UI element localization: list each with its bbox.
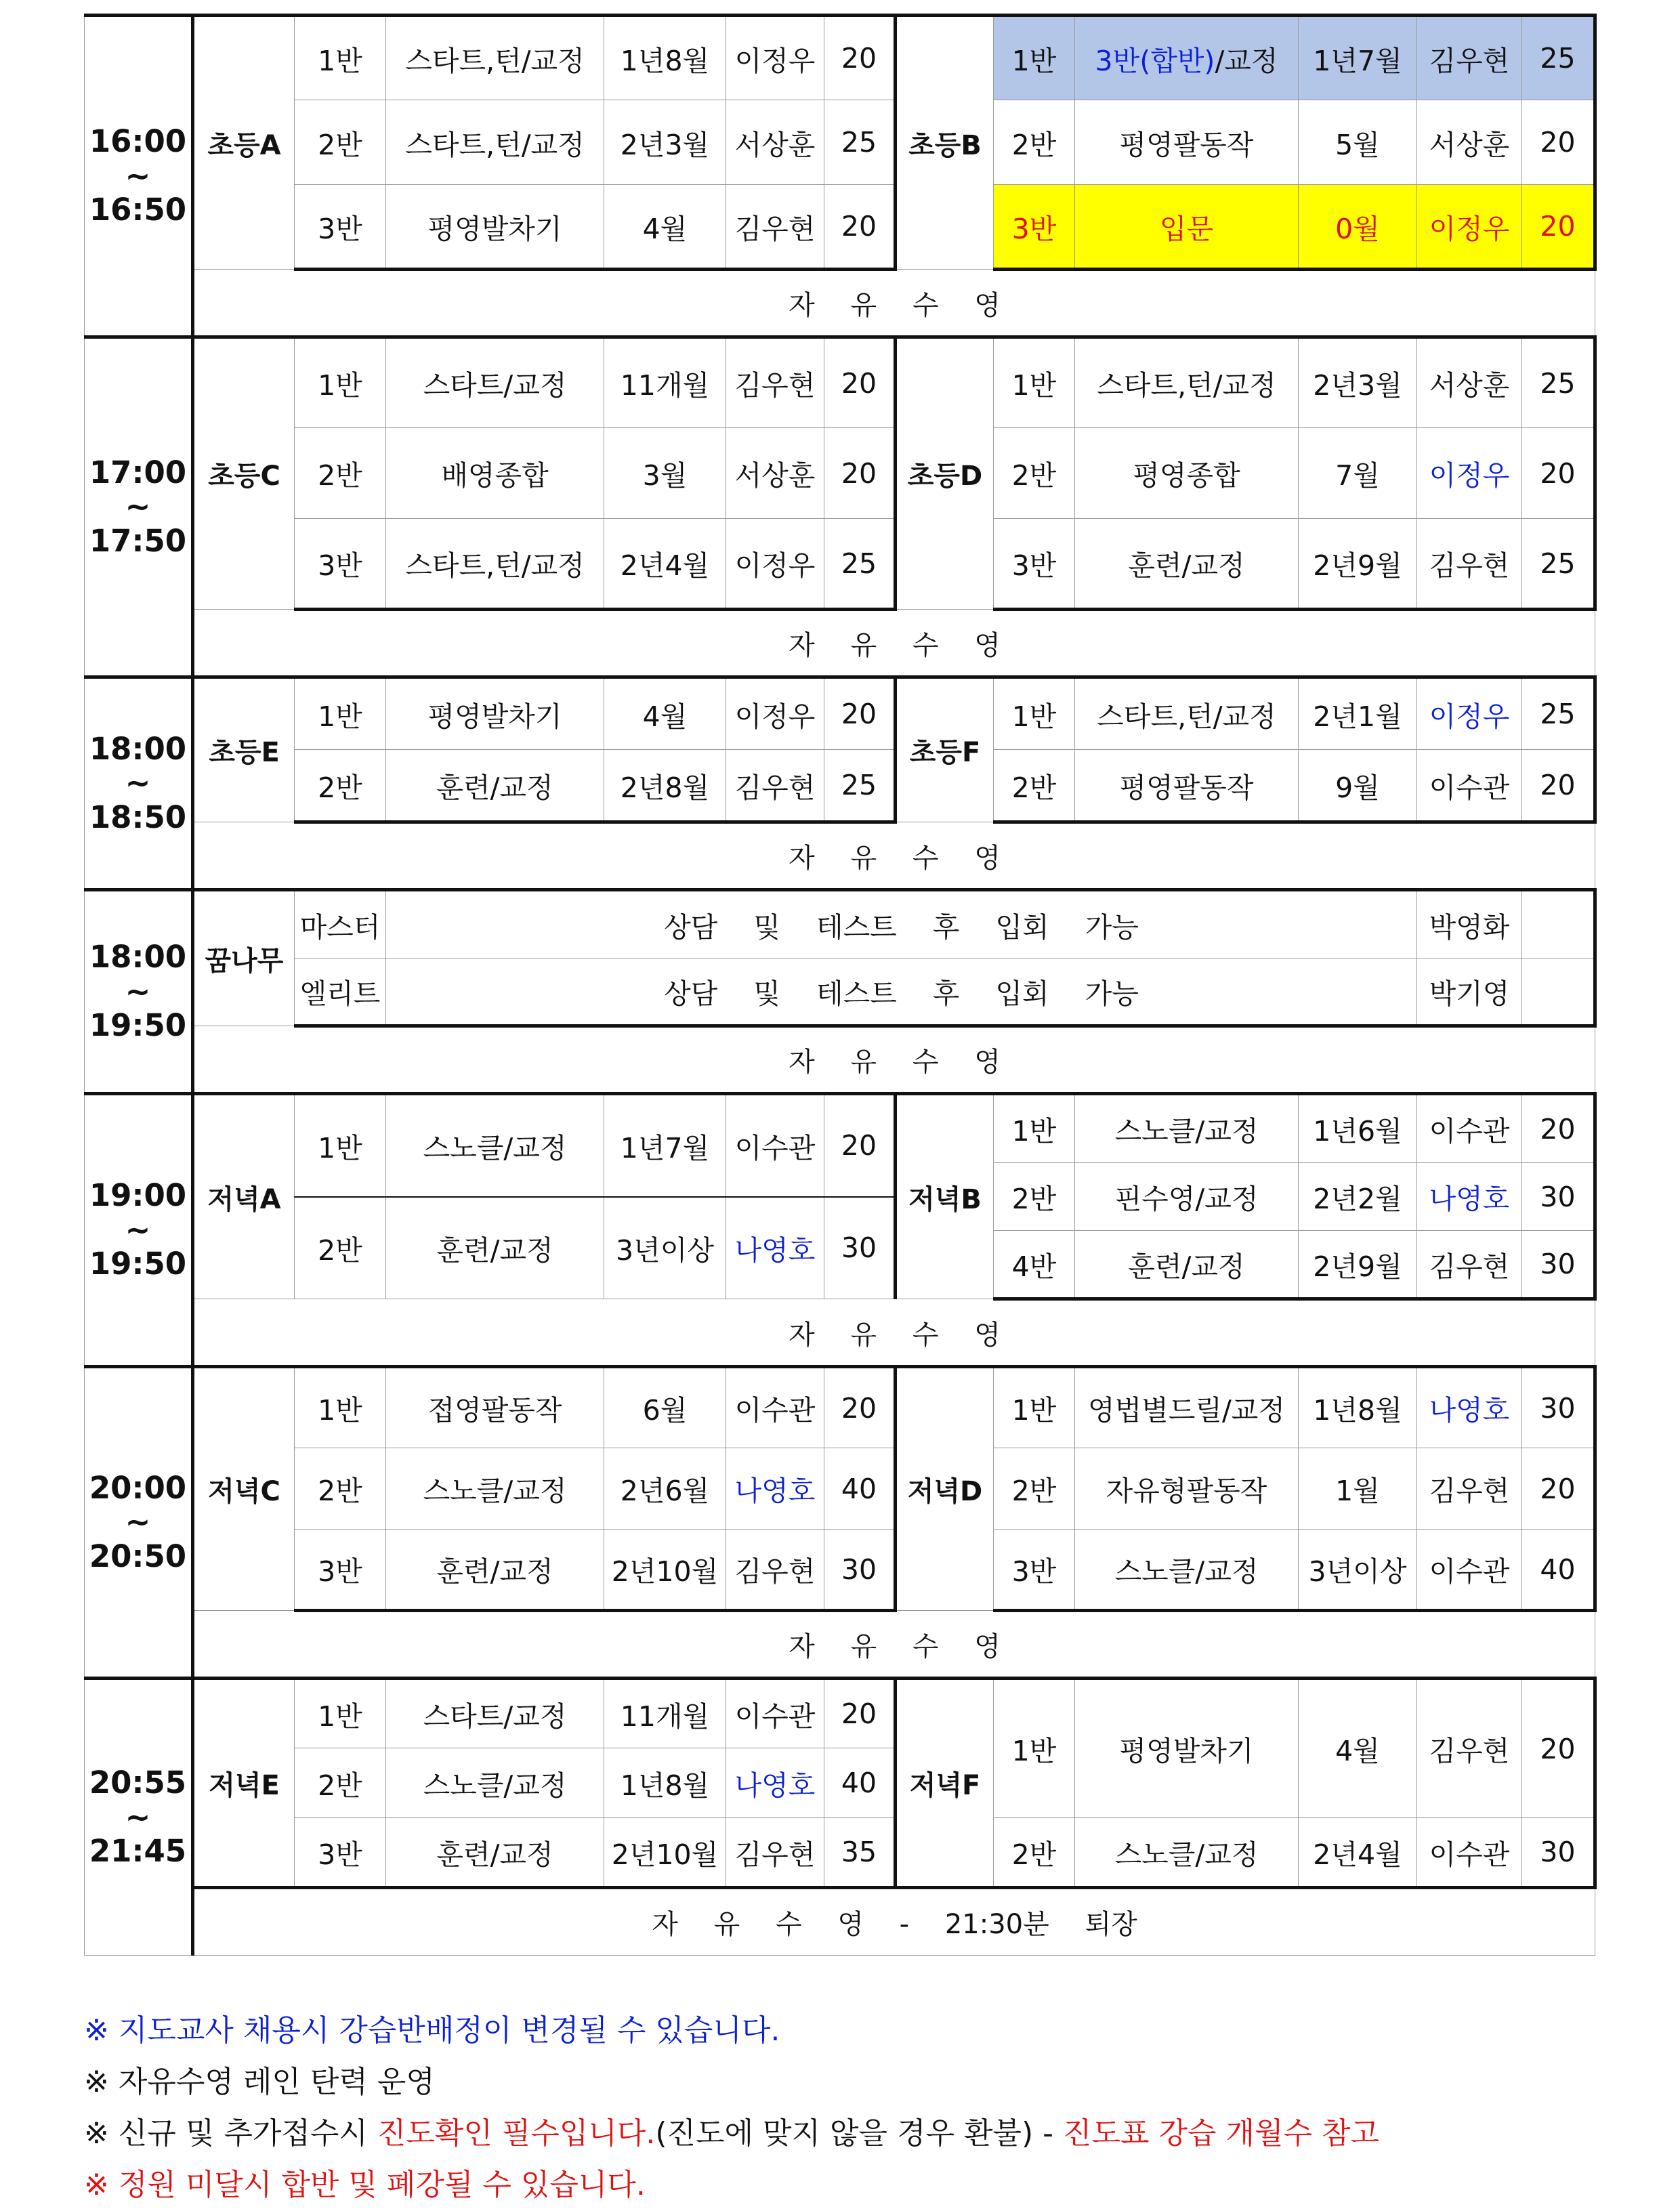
capacity-cell: 30 <box>824 1197 896 1299</box>
free-swim-row <box>85 610 1595 677</box>
table-row <box>85 750 1595 822</box>
notes-section <box>84 2005 1595 2211</box>
class-cell: 1반 <box>295 1367 386 1448</box>
level-cell: 0월 <box>1299 185 1417 270</box>
teacher-cell: 서상훈 <box>726 428 824 519</box>
table-row <box>85 1094 1595 1163</box>
capacity-cell <box>1522 890 1595 959</box>
course-cell: 스노클/교정 <box>1075 1094 1299 1163</box>
note-line: ※ 지도교사 채용시 강습반배정이 변경될 수 있습니다. <box>84 2013 780 2048</box>
class-cell: 1반 <box>295 1094 386 1197</box>
teacher-cell: 이정우 <box>726 519 824 610</box>
course-cell: 훈련/교정 <box>1075 519 1299 610</box>
teacher-cell: 이수관 <box>726 1679 824 1748</box>
free-swim-row <box>85 1299 1595 1367</box>
group-name: 저녁E <box>193 1679 295 1888</box>
course-cell: 평영팔동작 <box>1075 750 1299 822</box>
class-cell: 3반 <box>994 519 1075 610</box>
course-cell: 스노클/교정 <box>1075 1530 1299 1611</box>
teacher-cell: 나영호 <box>726 1748 824 1818</box>
teacher-cell: 김우현 <box>1417 1679 1522 1818</box>
capacity-cell: 25 <box>1522 337 1595 428</box>
level-cell: 2년9월 <box>1299 519 1417 610</box>
class-cell: 1반 <box>994 1367 1075 1448</box>
capacity-cell: 40 <box>1522 1530 1595 1611</box>
table-row <box>85 677 1595 750</box>
group-name: 꿈나무 <box>193 890 295 1026</box>
teacher-cell: 이수관 <box>1417 1818 1522 1888</box>
teacher-cell: 서상훈 <box>726 100 824 185</box>
class-cell: 3반 <box>994 185 1075 270</box>
capacity-cell: 25 <box>1522 16 1595 100</box>
course-cell: 평영종합 <box>1075 428 1299 519</box>
class-cell: 3반 <box>295 1818 386 1888</box>
free-swim-row <box>85 1611 1595 1679</box>
group-name: 저녁B <box>896 1094 994 1299</box>
teacher-cell: 이수관 <box>1417 1094 1522 1163</box>
note-line: ※ 신규 및 추가접수시 진도확인 필수입니다.(진도에 맞지 않을 경우 환불) - 진도표 강습 개월수 참고 <box>84 2116 1380 2151</box>
course-cell: 평영발차기 <box>386 185 604 270</box>
capacity-cell: 20 <box>1522 428 1595 519</box>
level-cell: 2년8월 <box>604 750 726 822</box>
capacity-cell: 40 <box>824 1448 896 1530</box>
class-cell: 4반 <box>994 1231 1075 1299</box>
level-cell: 2년4월 <box>1299 1818 1417 1888</box>
free-swim-label: 자 유 수 영 <box>193 1026 1595 1094</box>
course-cell: 훈련/교정 <box>386 1197 604 1299</box>
course-cell: 핀수영/교정 <box>1075 1163 1299 1231</box>
level-cell: 2년9월 <box>1299 1231 1417 1299</box>
level-cell: 4월 <box>604 677 726 750</box>
level-cell: 11개월 <box>604 337 726 428</box>
teacher-cell: 박영화 <box>1417 890 1522 959</box>
table-row <box>85 890 1595 959</box>
group-name: 초등F <box>896 677 994 822</box>
group-name: 초등A <box>193 16 295 270</box>
time-cell: 19:00 ~ 19:50 <box>85 1094 193 1367</box>
capacity-cell: 20 <box>1522 1094 1595 1163</box>
class-cell: 1반 <box>994 1679 1075 1818</box>
group-name: 저녁A <box>193 1094 295 1299</box>
course-cell: 자유형팔동작 <box>1075 1448 1299 1530</box>
level-cell: 1년7월 <box>1299 16 1417 100</box>
teacher-cell: 김우현 <box>1417 16 1522 100</box>
time-cell: 20:00 ~ 20:50 <box>85 1367 193 1679</box>
class-cell: 2반 <box>295 750 386 822</box>
course-cell: 영법별드릴/교정 <box>1075 1367 1299 1448</box>
level-cell: 2년1월 <box>1299 677 1417 750</box>
time-cell: 17:00 ~ 17:50 <box>85 337 193 677</box>
free-swim-row <box>85 822 1595 890</box>
table-row <box>85 519 1595 610</box>
time-cell: 20:55 ~ 21:45 <box>85 1679 193 1956</box>
teacher-cell: 이정우 <box>726 16 824 100</box>
teacher-cell: 이수관 <box>1417 1530 1522 1611</box>
capacity-cell: 20 <box>824 185 896 270</box>
level-cell: 4월 <box>604 185 726 270</box>
capacity-cell: 20 <box>1522 1679 1595 1818</box>
class-cell: 2반 <box>295 100 386 185</box>
class-cell: 2반 <box>994 750 1075 822</box>
class-cell: 2반 <box>295 428 386 519</box>
capacity-cell: 20 <box>824 1094 896 1197</box>
level-cell: 4월 <box>1299 1679 1417 1818</box>
capacity-cell: 20 <box>824 337 896 428</box>
course-cell: 입문 <box>1075 185 1299 270</box>
teacher-cell: 김우현 <box>1417 519 1522 610</box>
capacity-cell: 20 <box>824 677 896 750</box>
level-cell: 2년4월 <box>604 519 726 610</box>
course-cell: 스노클/교정 <box>1075 1818 1299 1888</box>
teacher-cell: 김우현 <box>726 337 824 428</box>
note-line: ※ 자유수영 레인 탄력 운영 <box>84 2065 435 2099</box>
capacity-cell: 40 <box>824 1748 896 1818</box>
course-cell: 훈련/교정 <box>1075 1231 1299 1299</box>
group-name: 초등B <box>896 16 994 270</box>
teacher-cell: 김우현 <box>726 750 824 822</box>
class-cell: 2반 <box>994 1163 1075 1231</box>
capacity-cell: 30 <box>1522 1163 1595 1231</box>
teacher-cell: 이정우 <box>1417 428 1522 519</box>
teacher-cell: 이수관 <box>726 1367 824 1448</box>
course-cell: 스노클/교정 <box>386 1094 604 1197</box>
group-name: 초등C <box>193 337 295 610</box>
group-name: 초등D <box>896 337 994 610</box>
level-cell: 1년8월 <box>604 16 726 100</box>
capacity-cell: 20 <box>824 428 896 519</box>
capacity-cell: 20 <box>1522 1448 1595 1530</box>
note-line: ※ 정원 미달시 합반 및 폐강될 수 있습니다. <box>84 2168 646 2202</box>
level-cell: 1년8월 <box>604 1748 726 1818</box>
class-cell: 2반 <box>994 1818 1075 1888</box>
course-cell: 스타트/교정 <box>386 1679 604 1748</box>
class-cell: 1반 <box>994 1094 1075 1163</box>
capacity-cell: 25 <box>1522 677 1595 750</box>
capacity-cell: 20 <box>824 1679 896 1748</box>
teacher-cell: 이정우 <box>1417 185 1522 270</box>
course-cell: 스타트/교정 <box>386 337 604 428</box>
teacher-cell: 김우현 <box>726 1530 824 1611</box>
class-cell: 3반 <box>295 185 386 270</box>
course-cell: 스노클/교정 <box>386 1448 604 1530</box>
free-swim-label: 자 유 수 영 <box>193 610 1595 677</box>
free-swim-label: 자 유 수 영 <box>193 822 1595 890</box>
table-row <box>85 1367 1595 1448</box>
class-schedule-table <box>84 14 1597 1956</box>
class-cell: 1반 <box>295 337 386 428</box>
level-cell: 11개월 <box>604 1679 726 1748</box>
course-cell: 스노클/교정 <box>386 1748 604 1818</box>
class-cell: 2반 <box>994 100 1075 185</box>
time-cell: 18:00 ~ 19:50 <box>85 890 193 1094</box>
level-cell: 1년7월 <box>604 1094 726 1197</box>
capacity-cell: 25 <box>824 750 896 822</box>
level-cell: 6월 <box>604 1367 726 1448</box>
course-cell: 스타트,턴/교정 <box>386 519 604 610</box>
level-cell: 3년이상 <box>604 1197 726 1299</box>
teacher-cell: 서상훈 <box>1417 100 1522 185</box>
class-cell: 마스터 <box>295 890 386 959</box>
course-cell: 훈련/교정 <box>386 1530 604 1611</box>
free-swim-label: 자 유 수 영 - 21:30분 퇴장 <box>193 1888 1595 1956</box>
course-cell: 스타트,턴/교정 <box>1075 677 1299 750</box>
level-cell: 2년6월 <box>604 1448 726 1530</box>
level-cell: 1년8월 <box>1299 1367 1417 1448</box>
teacher-cell: 이수관 <box>726 1094 824 1197</box>
teacher-cell: 이정우 <box>726 677 824 750</box>
course-cell: 3반(합반)/교정 <box>1075 16 1299 100</box>
course-cell: 스타트,턴/교정 <box>1075 337 1299 428</box>
teacher-cell: 김우현 <box>1417 1448 1522 1530</box>
table-row <box>85 1530 1595 1611</box>
capacity-cell: 20 <box>1522 100 1595 185</box>
table-row <box>85 1679 1595 1748</box>
level-cell: 2년10월 <box>604 1818 726 1888</box>
capacity-cell: 25 <box>824 100 896 185</box>
class-cell: 2반 <box>295 1448 386 1530</box>
class-cell: 3반 <box>295 519 386 610</box>
class-cell: 2반 <box>994 1448 1075 1530</box>
teacher-cell: 나영호 <box>726 1197 824 1299</box>
free-swim-label: 자 유 수 영 <box>193 1299 1595 1367</box>
group-name: 저녁D <box>896 1367 994 1611</box>
teacher-cell: 김우현 <box>726 185 824 270</box>
teacher-cell: 나영호 <box>726 1448 824 1530</box>
class-cell: 2반 <box>295 1748 386 1818</box>
table-row <box>85 185 1595 270</box>
teacher-cell: 김우현 <box>726 1818 824 1888</box>
free-swim-label: 자 유 수 영 <box>193 270 1595 337</box>
teacher-cell: 박기영 <box>1417 959 1522 1026</box>
table-row <box>85 959 1595 1026</box>
group-name: 저녁C <box>193 1367 295 1611</box>
class-cell: 1반 <box>295 16 386 100</box>
course-cell: 평영팔동작 <box>1075 100 1299 185</box>
level-cell: 1년6월 <box>1299 1094 1417 1163</box>
level-cell: 9월 <box>1299 750 1417 822</box>
teacher-cell: 이정우 <box>1417 677 1522 750</box>
course-cell: 접영팔동작 <box>386 1367 604 1448</box>
course-cell: 훈련/교정 <box>386 750 604 822</box>
capacity-cell: 20 <box>1522 750 1595 822</box>
class-cell: 3반 <box>994 1530 1075 1611</box>
free-swim-row <box>85 270 1595 337</box>
capacity-cell <box>1522 959 1595 1026</box>
capacity-cell: 20 <box>1522 185 1595 270</box>
class-cell: 1반 <box>994 337 1075 428</box>
teacher-cell: 서상훈 <box>1417 337 1522 428</box>
course-cell: 평영발차기 <box>386 677 604 750</box>
class-cell: 1반 <box>295 677 386 750</box>
teacher-cell: 김우현 <box>1417 1231 1522 1299</box>
course-cell: 훈련/교정 <box>386 1818 604 1888</box>
free-swim-label: 자 유 수 영 <box>193 1611 1595 1679</box>
group-name: 저녁F <box>896 1679 994 1888</box>
class-cell: 1반 <box>295 1679 386 1748</box>
level-cell: 3년이상 <box>1299 1530 1417 1611</box>
free-swim-row <box>85 1026 1595 1094</box>
free-swim-row <box>85 1888 1595 1956</box>
teacher-cell: 이수관 <box>1417 750 1522 822</box>
course-cell: 상담 및 테스트 후 입회 가능 <box>386 890 1417 959</box>
level-cell: 2년3월 <box>1299 337 1417 428</box>
level-cell: 2년2월 <box>1299 1163 1417 1231</box>
course-cell: 스타트,턴/교정 <box>386 16 604 100</box>
table-row <box>85 16 1595 100</box>
capacity-cell: 20 <box>824 16 896 100</box>
class-cell: 3반 <box>295 1530 386 1611</box>
capacity-cell: 30 <box>824 1530 896 1611</box>
course-cell: 평영발차기 <box>1075 1679 1299 1818</box>
class-cell: 1반 <box>994 16 1075 100</box>
course-cell: 배영종합 <box>386 428 604 519</box>
teacher-cell: 나영호 <box>1417 1163 1522 1231</box>
time-cell: 16:00 ~ 16:50 <box>85 16 193 337</box>
course-cell: 상담 및 테스트 후 입회 가능 <box>386 959 1417 1026</box>
class-cell: 2반 <box>295 1197 386 1299</box>
table-row <box>85 428 1595 519</box>
table-row <box>85 337 1595 428</box>
table-row <box>85 100 1595 185</box>
level-cell: 5월 <box>1299 100 1417 185</box>
level-cell: 2년3월 <box>604 100 726 185</box>
course-cell: 스타트,턴/교정 <box>386 100 604 185</box>
group-name: 초등E <box>193 677 295 822</box>
capacity-cell: 25 <box>1522 519 1595 610</box>
capacity-cell: 25 <box>824 519 896 610</box>
table-row <box>85 1448 1595 1530</box>
class-cell: 1반 <box>994 677 1075 750</box>
capacity-cell: 30 <box>1522 1818 1595 1888</box>
time-cell: 18:00 ~ 18:50 <box>85 677 193 890</box>
level-cell: 2년10월 <box>604 1530 726 1611</box>
capacity-cell: 30 <box>1522 1367 1595 1448</box>
capacity-cell: 35 <box>824 1818 896 1888</box>
class-cell: 2반 <box>994 428 1075 519</box>
teacher-cell: 나영호 <box>1417 1367 1522 1448</box>
level-cell: 7월 <box>1299 428 1417 519</box>
level-cell: 3월 <box>604 428 726 519</box>
level-cell: 1월 <box>1299 1448 1417 1530</box>
capacity-cell: 30 <box>1522 1231 1595 1299</box>
class-cell: 엘리트 <box>295 959 386 1026</box>
capacity-cell: 20 <box>824 1367 896 1448</box>
